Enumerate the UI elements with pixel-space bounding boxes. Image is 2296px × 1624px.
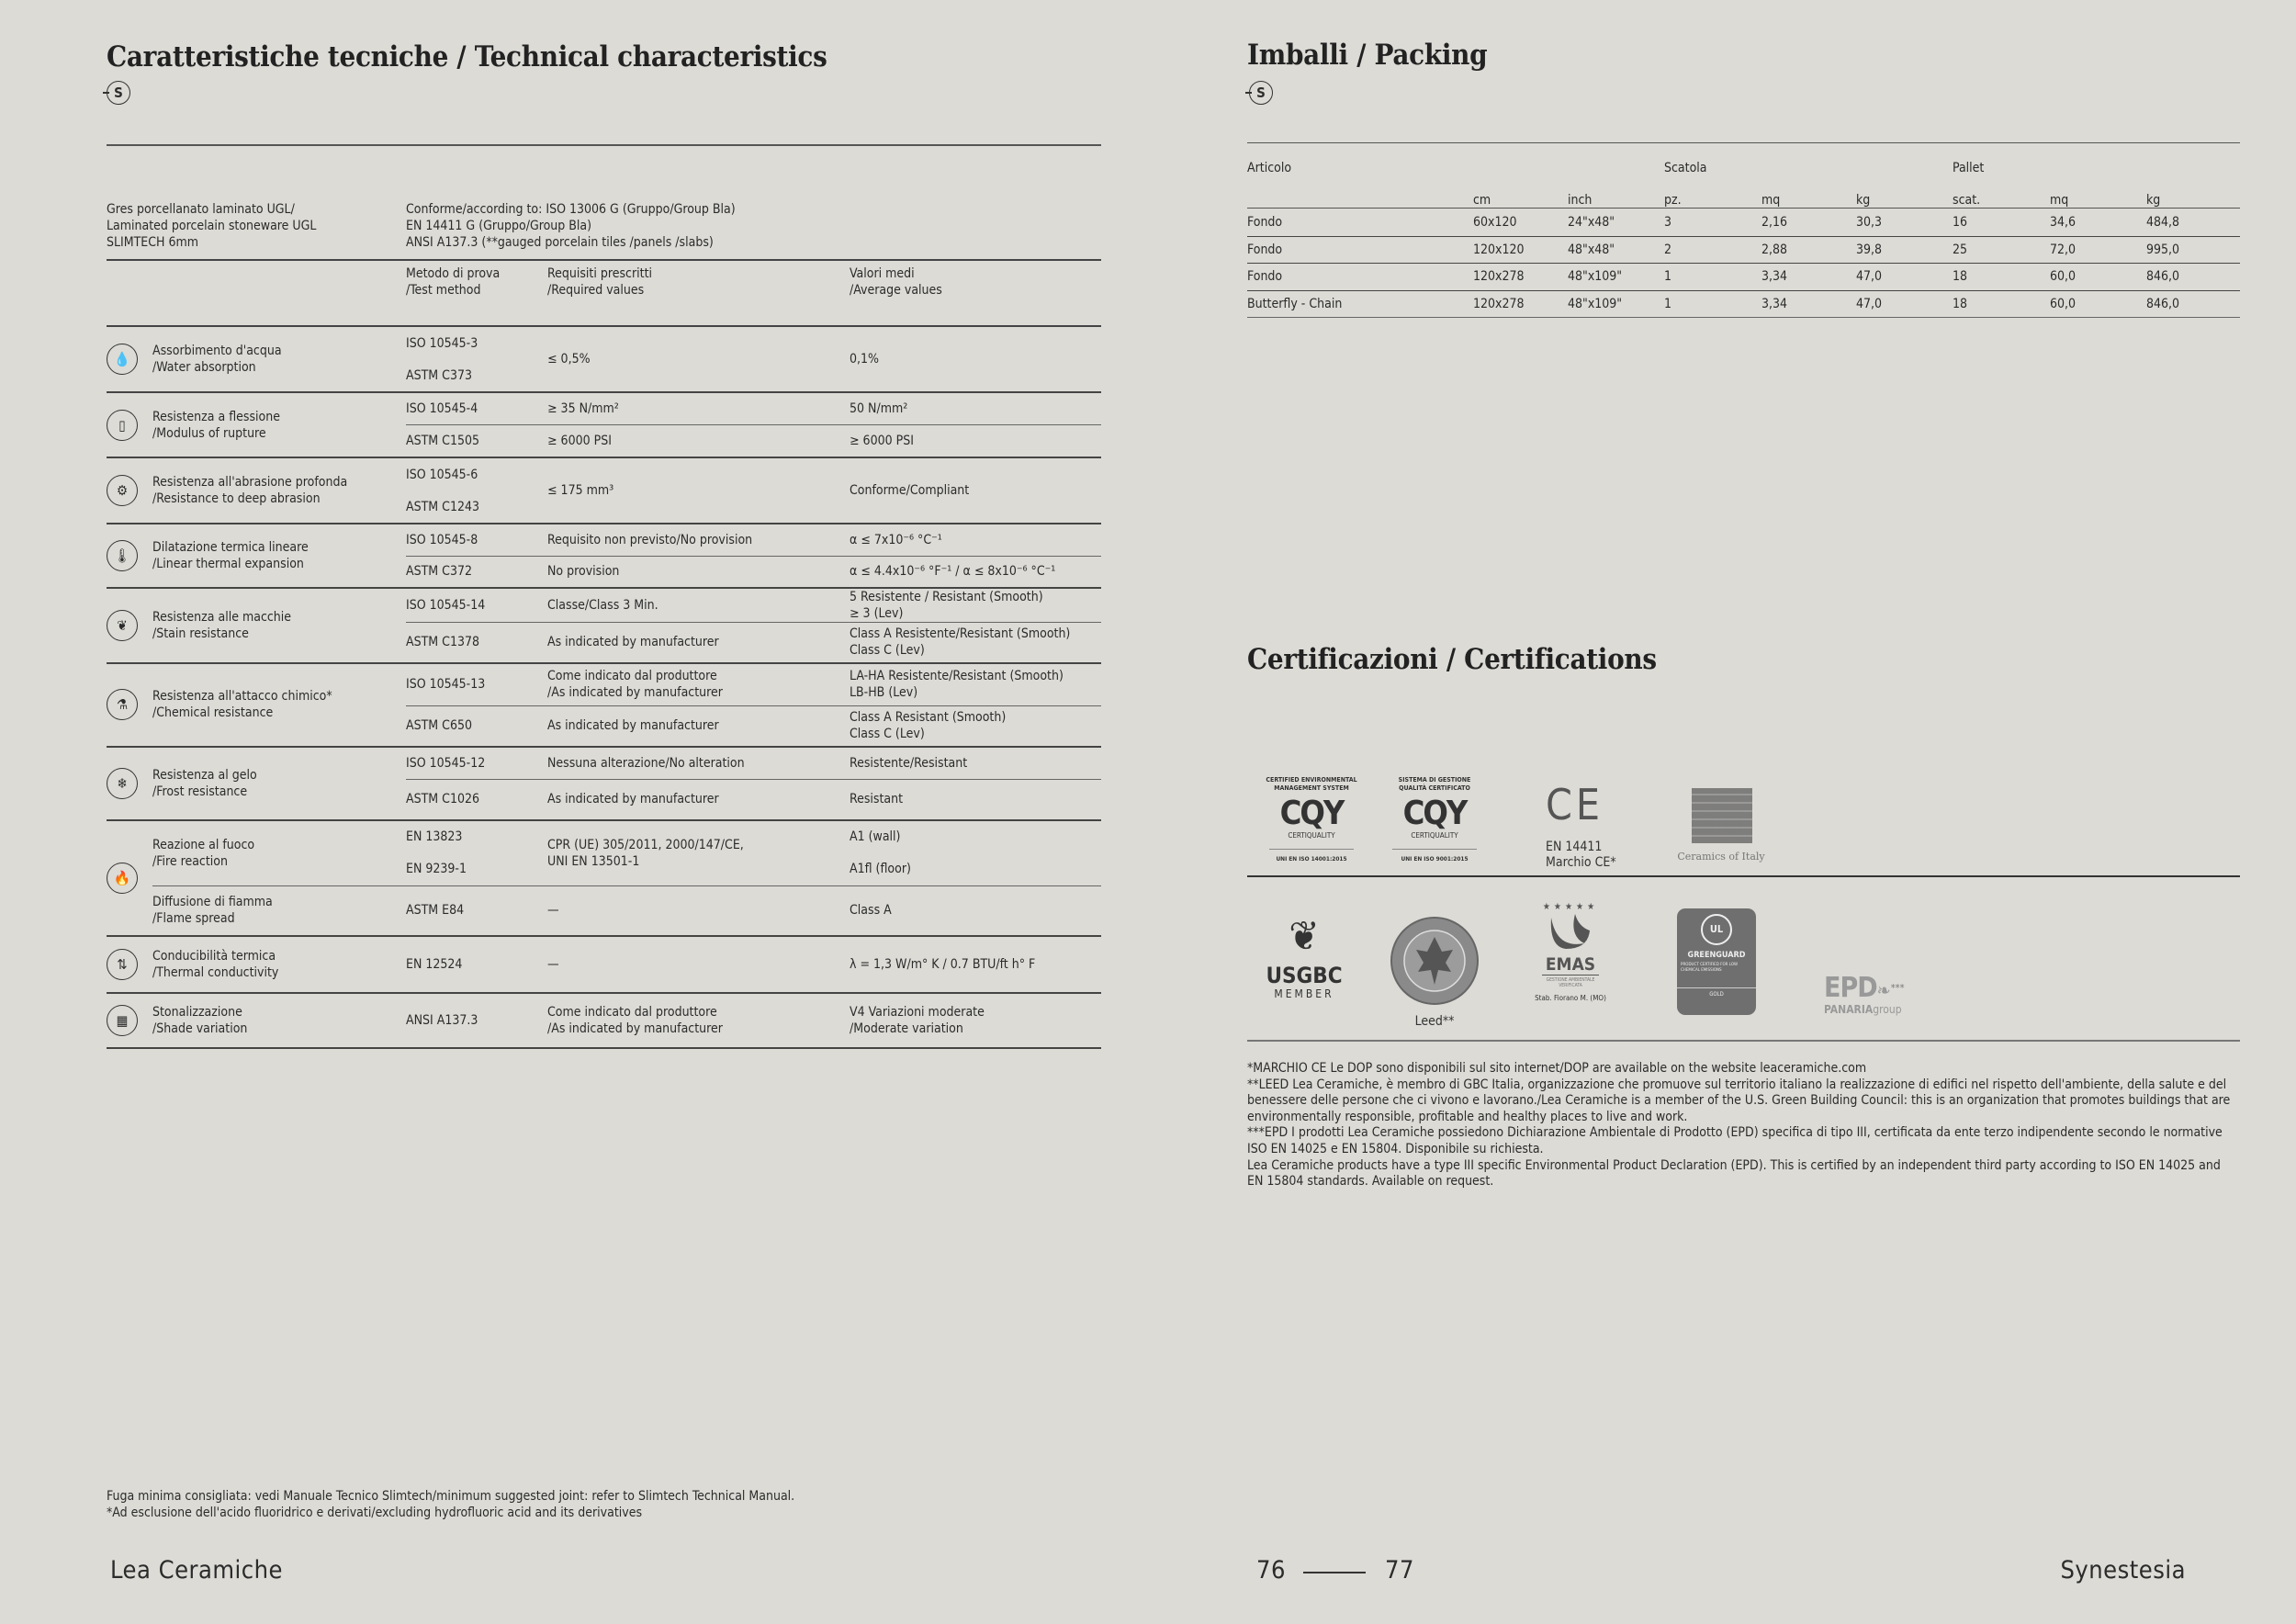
property-icon-cell bbox=[107, 747, 152, 820]
table-cell: 484,8 bbox=[2146, 208, 2240, 236]
material-line: Laminated porcelain stoneware UGL bbox=[107, 219, 317, 233]
test-method: ISO 10545-8 bbox=[406, 524, 547, 556]
property-icon-cell bbox=[107, 936, 152, 993]
logo-text: CERTIQUALITY bbox=[1411, 831, 1458, 840]
table-cell: 2,88 bbox=[1761, 236, 1856, 264]
material-description bbox=[107, 201, 316, 251]
table-cell: 995,0 bbox=[2146, 236, 2240, 264]
column-header: mq bbox=[1761, 192, 1781, 208]
property-icon-cell bbox=[107, 663, 152, 747]
thermometer-icon: 🌡 bbox=[107, 540, 138, 571]
table-row bbox=[107, 820, 1101, 886]
average-value: 0,1% bbox=[850, 326, 1101, 392]
logo-text: *** bbox=[1890, 982, 1905, 995]
average-value: 50 N/mm² bbox=[850, 392, 1101, 424]
eu-stars-icon: ★★★★★ bbox=[1542, 902, 1599, 912]
table-row bbox=[107, 457, 1101, 491]
slimtech-icon: S bbox=[1249, 81, 1273, 105]
test-method: EN 12524 bbox=[406, 936, 547, 993]
logo-mark: CQY bbox=[1402, 795, 1467, 832]
epd-leaf-icon: ❧ bbox=[1876, 979, 1891, 1001]
packing-column-header bbox=[1247, 193, 2240, 209]
column-header: mq bbox=[2050, 192, 2069, 208]
average-value: α ≤ 4.4x10⁻⁶ °F⁻¹ / α ≤ 8x10⁻⁶ °C⁻¹ bbox=[850, 556, 1101, 588]
table-cell: 2 bbox=[1664, 236, 1761, 264]
logo-text: CERTIFIED ENVIRONMENTAL MANAGEMENT SYSTEM bbox=[1266, 776, 1357, 792]
table-cell: 60,0 bbox=[2050, 290, 2146, 318]
table-cell: 1 bbox=[1664, 264, 1761, 291]
property-label: Dilatazione termica lineare /Linear thermal expansion bbox=[152, 524, 406, 588]
required-value: As indicated by manufacturer bbox=[547, 623, 850, 663]
logo-text: GOLD bbox=[1677, 987, 1756, 998]
material-line: SLIMTECH 6mm bbox=[107, 235, 199, 250]
table-cell: 60x120 bbox=[1473, 208, 1568, 236]
test-method: ISO 10545-6 bbox=[406, 457, 547, 491]
table-cell: 846,0 bbox=[2146, 264, 2240, 291]
leed-gbc-italia-logo bbox=[1387, 915, 1482, 1029]
logo-text: EMAS bbox=[1542, 954, 1599, 976]
test-method: ASTM C372 bbox=[406, 556, 547, 588]
table-row bbox=[107, 524, 1101, 556]
group-header-pallet: Pallet bbox=[1953, 143, 2240, 193]
table-cell: 24"x48" bbox=[1568, 208, 1664, 236]
required-value: Classe/Class 3 Min. bbox=[547, 588, 850, 623]
average-value: α ≤ 7x10⁻⁶ °C⁻¹ bbox=[850, 524, 1101, 556]
property-icon-cell bbox=[107, 392, 152, 457]
technical-characteristics-table bbox=[107, 325, 1101, 1049]
abrasion-gear-icon: ⚙ bbox=[107, 475, 138, 506]
table-row bbox=[107, 392, 1101, 424]
header-required-values: Requisiti prescritti /Required values bbox=[547, 266, 653, 298]
average-value: Class A Resistant (Smooth) Class C (Lev) bbox=[850, 706, 1101, 747]
footnotes-left bbox=[107, 1488, 794, 1521]
flame-icon: 🔥 bbox=[107, 863, 138, 894]
test-method: ASTM C1505 bbox=[406, 424, 547, 457]
property-label: Reazione al fuoco /Fire reaction bbox=[152, 820, 406, 886]
logo-text: Ceramics of Italy bbox=[1677, 851, 1765, 863]
article-name: Fondo bbox=[1247, 236, 1473, 264]
test-method: ASTM C1026 bbox=[406, 780, 547, 820]
certification-notes bbox=[1247, 1061, 2239, 1190]
test-method: EN 13823 EN 9239-1 bbox=[406, 820, 547, 886]
test-method: ASTM C1243 bbox=[406, 499, 480, 514]
emas-swoosh-icon bbox=[1548, 912, 1593, 951]
table-cell: 34,6 bbox=[2050, 208, 2146, 236]
column-header: scat. bbox=[1953, 192, 1981, 208]
standard-line: ANSI A137.3 (**gauged porcelain tiles /panels /slabs) bbox=[406, 235, 714, 250]
group-header-box: Scatola bbox=[1664, 143, 1953, 193]
logo-text: CERTIQUALITY bbox=[1288, 831, 1335, 840]
required-value: — bbox=[547, 936, 850, 993]
property-label: Resistenza all'attacco chimico* /Chemical resistance bbox=[152, 663, 406, 747]
material-line: Gres porcellanato laminato UGL/ bbox=[107, 202, 295, 217]
logo-text: Leed** bbox=[1414, 1014, 1455, 1029]
required-value: Come indicato dal produttore /As indicated by manufacturer bbox=[547, 663, 850, 706]
table-row bbox=[107, 663, 1101, 706]
test-method: ASTM C1378 bbox=[406, 623, 547, 663]
certifications-title: Certificazioni / Certifications bbox=[1247, 643, 1657, 676]
table-cell: 30,3 bbox=[1856, 208, 1953, 236]
page-number-left: 76 bbox=[1256, 1556, 1286, 1585]
property-icon-cell bbox=[107, 457, 152, 524]
property-icon-cell bbox=[107, 588, 152, 663]
table-cell: 120x120 bbox=[1473, 236, 1568, 264]
property-label: Assorbimento d'acqua /Water absorption bbox=[152, 326, 406, 392]
table-cell: 120x278 bbox=[1473, 264, 1568, 291]
water-drop-icon: 💧 bbox=[107, 344, 138, 375]
table-row bbox=[1247, 236, 2240, 264]
table-row bbox=[107, 747, 1101, 780]
packing-table bbox=[1247, 142, 2240, 318]
note: ***EPD I prodotti Lea Ceramiche possiedono Dichiarazione Ambientale di Prodotto (EPD) specifica di tipo III, certificata da ente terzo indipendente secondo le normative ISO EN 14025 e EN 15804. Disponibile su richiesta. bbox=[1247, 1125, 2223, 1156]
required-value: Requisito non previsto/No provision bbox=[547, 524, 850, 556]
required-value: ≥ 6000 PSI bbox=[547, 424, 850, 457]
column-header: cm bbox=[1473, 192, 1491, 208]
table-cell: 18 bbox=[1953, 290, 2050, 318]
flexion-icon: ▯ bbox=[107, 410, 138, 441]
snowflake-icon: ❄ bbox=[107, 768, 138, 799]
article-name: Fondo bbox=[1247, 264, 1473, 291]
test-method: ISO 10545-12 bbox=[406, 747, 547, 780]
note: **LEED Lea Ceramiche, è membro di GBC Italia, organizzazione che promuove sul territorio italiano la realizzazione di edifici nel rispetto dell'ambiente, della salute e del benessere delle persone che ci vivono e lavorano./Lea Ceramiche is a member of the U.S. Green Building Council: this is an organization that promotes buildings that are environmentally responsible, profitable and healthy places to live and work. bbox=[1247, 1077, 2231, 1124]
usgbc-logo bbox=[1258, 914, 1350, 1000]
page-title-technical: Caratteristiche tecniche / Technical characteristics bbox=[107, 40, 827, 73]
header-test-method: Metodo di prova /Test method bbox=[406, 266, 501, 298]
table-row bbox=[107, 885, 1101, 936]
required-value: Nessuna alterazione/No alteration bbox=[547, 747, 850, 780]
logo-text: MEMBER bbox=[1274, 987, 1334, 1000]
footnote: *Ad esclusione dell'acido fluoridrico e derivati/excluding hydrofluoric acid and its derivatives bbox=[107, 1506, 643, 1520]
footnote: Fuga minima consigliata: vedi Manuale Tecnico Slimtech/minimum suggested joint: refer to Slimtech Technical Manual. bbox=[107, 1489, 795, 1504]
test-method: ISO 10545-14 bbox=[406, 588, 547, 623]
required-value: As indicated by manufacturer bbox=[547, 780, 850, 820]
ce-mark-logo bbox=[1546, 780, 1616, 871]
average-value: Resistant bbox=[850, 780, 1101, 820]
table-cell: 3 bbox=[1664, 208, 1761, 236]
group-header-article: Articolo bbox=[1247, 143, 1664, 193]
average-value: V4 Variazioni moderate /Moderate variation bbox=[850, 993, 1101, 1048]
table-cell: 48"x109" bbox=[1568, 264, 1664, 291]
packing-group-header bbox=[1247, 143, 2240, 193]
emas-logo bbox=[1525, 902, 1616, 1002]
test-method: ASTM C650 bbox=[406, 706, 547, 747]
column-header: pz. bbox=[1664, 192, 1682, 208]
logo-mark: EPD bbox=[1824, 972, 1877, 1004]
table-row bbox=[107, 993, 1101, 1048]
header-average-values: Valori medi /Average values bbox=[850, 266, 942, 298]
table-cell: 47,0 bbox=[1856, 264, 1953, 291]
table-cell: 18 bbox=[1953, 264, 2050, 291]
table-cell: 48"x48" bbox=[1568, 236, 1664, 264]
standards-description bbox=[406, 201, 736, 251]
usgbc-leaf-icon: ❦ bbox=[1289, 913, 1320, 960]
average-value: Resistente/Resistant bbox=[850, 747, 1101, 780]
test-method: ANSI A137.3 bbox=[406, 993, 547, 1048]
conductivity-icon: ⇅ bbox=[107, 949, 138, 980]
property-label: Conducibilità termica /Thermal conductivity bbox=[152, 936, 406, 993]
epd-panaria-logo bbox=[1824, 972, 1905, 1015]
table-cell: 48"x109" bbox=[1568, 290, 1664, 318]
column-header: kg bbox=[1856, 192, 1871, 208]
gbc-seal-icon bbox=[1389, 915, 1480, 1007]
logo-text: SISTEMA DI GESTIONE QUALITÀ CERTIFICATO bbox=[1398, 776, 1471, 792]
property-label: Resistenza al gelo /Frost resistance bbox=[152, 747, 406, 820]
table-cell: 39,8 bbox=[1856, 236, 1953, 264]
property-label: Resistenza all'abrasione profonda /Resistance to deep abrasion bbox=[152, 457, 406, 524]
table-row bbox=[107, 936, 1101, 993]
property-label: Diffusione di fiamma /Flame spread bbox=[152, 885, 406, 936]
article-name: Butterfly - Chain bbox=[1247, 290, 1473, 318]
logo-text: PANARIA bbox=[1824, 1003, 1874, 1016]
logo-text: PRODUCT CERTIFIED FOR LOW CHEMICAL EMISSIONS bbox=[1681, 963, 1739, 973]
table-cell: 3,34 bbox=[1761, 264, 1856, 291]
shade-variation-icon: ▦ bbox=[107, 1005, 138, 1036]
logo-text: Stab. Fiorano M. (MO) bbox=[1535, 994, 1606, 1002]
table-cell: 3,34 bbox=[1761, 290, 1856, 318]
note: Lea Ceramiche products have a type III specific Environmental Product Declaration (EPD). This is certified by an independent third party according to ISO EN 14025 and EN 15804 standards. Available on request. bbox=[1247, 1157, 2221, 1190]
table-cell: 846,0 bbox=[2146, 290, 2240, 318]
slimtech-icon: S bbox=[107, 81, 130, 105]
logo-text: group bbox=[1873, 1003, 1902, 1016]
table-cell: 120x278 bbox=[1473, 290, 1568, 318]
required-value: As indicated by manufacturer bbox=[547, 706, 850, 747]
average-value: ≥ 6000 PSI bbox=[850, 424, 1101, 457]
certiquality-14001-logo bbox=[1256, 776, 1367, 863]
table-cell: 16 bbox=[1953, 208, 2050, 236]
chemical-icon: ⚗ bbox=[107, 689, 138, 720]
stain-icon: ❦ bbox=[107, 610, 138, 641]
test-method: ISO 10545-13 bbox=[406, 663, 547, 706]
required-value: ≥ 35 N/mm² bbox=[547, 392, 850, 424]
ceramics-of-italy-logo bbox=[1677, 788, 1765, 863]
average-value: Class A Resistente/Resistant (Smooth) Class C (Lev) bbox=[850, 623, 1101, 663]
ce-mark: CE bbox=[1546, 780, 1604, 829]
ul-icon: UL bbox=[1701, 914, 1732, 945]
table-cell: 60,0 bbox=[2050, 264, 2146, 291]
table-row bbox=[107, 326, 1101, 359]
required-value: ≤ 175 mm³ bbox=[547, 457, 850, 524]
logo-text: USGBC bbox=[1266, 963, 1343, 988]
table-row bbox=[1247, 208, 2240, 236]
page-title-packing: Imballi / Packing bbox=[1247, 39, 1488, 72]
column-header: kg bbox=[2146, 192, 2161, 208]
test-method: ISO 10545-3 bbox=[406, 326, 547, 359]
table-row bbox=[107, 588, 1101, 623]
greenguard-logo bbox=[1677, 908, 1756, 1015]
required-value: No provision bbox=[547, 556, 850, 588]
logo-text: Marchio CE* bbox=[1546, 855, 1616, 870]
property-label: Resistenza alle macchie /Stain resistance bbox=[152, 588, 406, 663]
property-label: Resistenza a flessione /Modulus of rupture bbox=[152, 392, 406, 457]
standard-line: EN 14411 G (Gruppo/Group Bla) bbox=[406, 219, 592, 233]
logo-text: UNI EN ISO 14001:2015 bbox=[1276, 855, 1347, 863]
standard-line: Conforme/according to: ISO 13006 G (Gruppo/Group Bla) bbox=[406, 202, 736, 217]
page-number-right: 77 bbox=[1385, 1556, 1414, 1585]
logo-text: GREENGUARD bbox=[1687, 951, 1746, 960]
certiquality-9001-logo bbox=[1379, 776, 1490, 863]
required-value: ≤ 0,5% bbox=[547, 326, 850, 392]
property-label: Stonalizzazione /Shade variation bbox=[152, 993, 406, 1048]
table-row bbox=[1247, 290, 2240, 318]
logo-mark: CQY bbox=[1279, 795, 1344, 832]
logo-text: UNI EN ISO 9001:2015 bbox=[1401, 855, 1469, 863]
logo-text: GESTIONE AMBIENTALE VERIFICATA bbox=[1546, 977, 1595, 988]
test-method: ISO 10545-4 bbox=[406, 392, 547, 424]
property-icon-cell bbox=[107, 524, 152, 588]
average-value: Conforme/Compliant bbox=[850, 457, 1101, 524]
property-icon-cell bbox=[107, 993, 152, 1048]
note: *MARCHIO CE Le DOP sono disponibili sul sito internet/DOP are available on the website leaceramiche.com bbox=[1247, 1061, 1867, 1076]
table-cell: 1 bbox=[1664, 290, 1761, 318]
test-method: ASTM E84 bbox=[406, 885, 547, 936]
table-cell: 72,0 bbox=[2050, 236, 2146, 264]
average-value: 5 Resistente / Resistant (Smooth) ≥ 3 (Lev) bbox=[850, 588, 1101, 623]
average-value: A1 (wall) A1fl (floor) bbox=[850, 820, 1101, 886]
brand-name: Lea Ceramiche bbox=[110, 1556, 283, 1585]
average-value: Class A bbox=[850, 885, 1101, 936]
property-icon-cell bbox=[107, 820, 152, 937]
table-cell: 25 bbox=[1953, 236, 2050, 264]
table-cell: 2,16 bbox=[1761, 208, 1856, 236]
property-icon-cell bbox=[107, 326, 152, 392]
average-value: λ = 1,3 W/m° K / 0.7 BTU/ft h° F bbox=[850, 936, 1101, 993]
table-cell: 47,0 bbox=[1856, 290, 1953, 318]
collection-name: Synestesia bbox=[2060, 1556, 2186, 1585]
logo-text: EN 14411 bbox=[1546, 840, 1603, 854]
article-name: Fondo bbox=[1247, 208, 1473, 236]
table-row bbox=[1247, 264, 2240, 291]
average-value: LA-HA Resistente/Resistant (Smooth) LB-HB (Lev) bbox=[850, 663, 1101, 706]
column-header bbox=[1247, 193, 1473, 209]
required-value: — bbox=[547, 885, 850, 936]
ceramics-of-italy-mark bbox=[1692, 788, 1752, 843]
column-header: inch bbox=[1568, 192, 1593, 208]
test-method: ASTM C373 bbox=[406, 367, 473, 383]
required-value: Come indicato dal produttore /As indicated by manufacturer bbox=[547, 993, 850, 1048]
required-value: CPR (UE) 305/2011, 2000/147/CE, UNI EN 13501-1 bbox=[547, 820, 850, 886]
